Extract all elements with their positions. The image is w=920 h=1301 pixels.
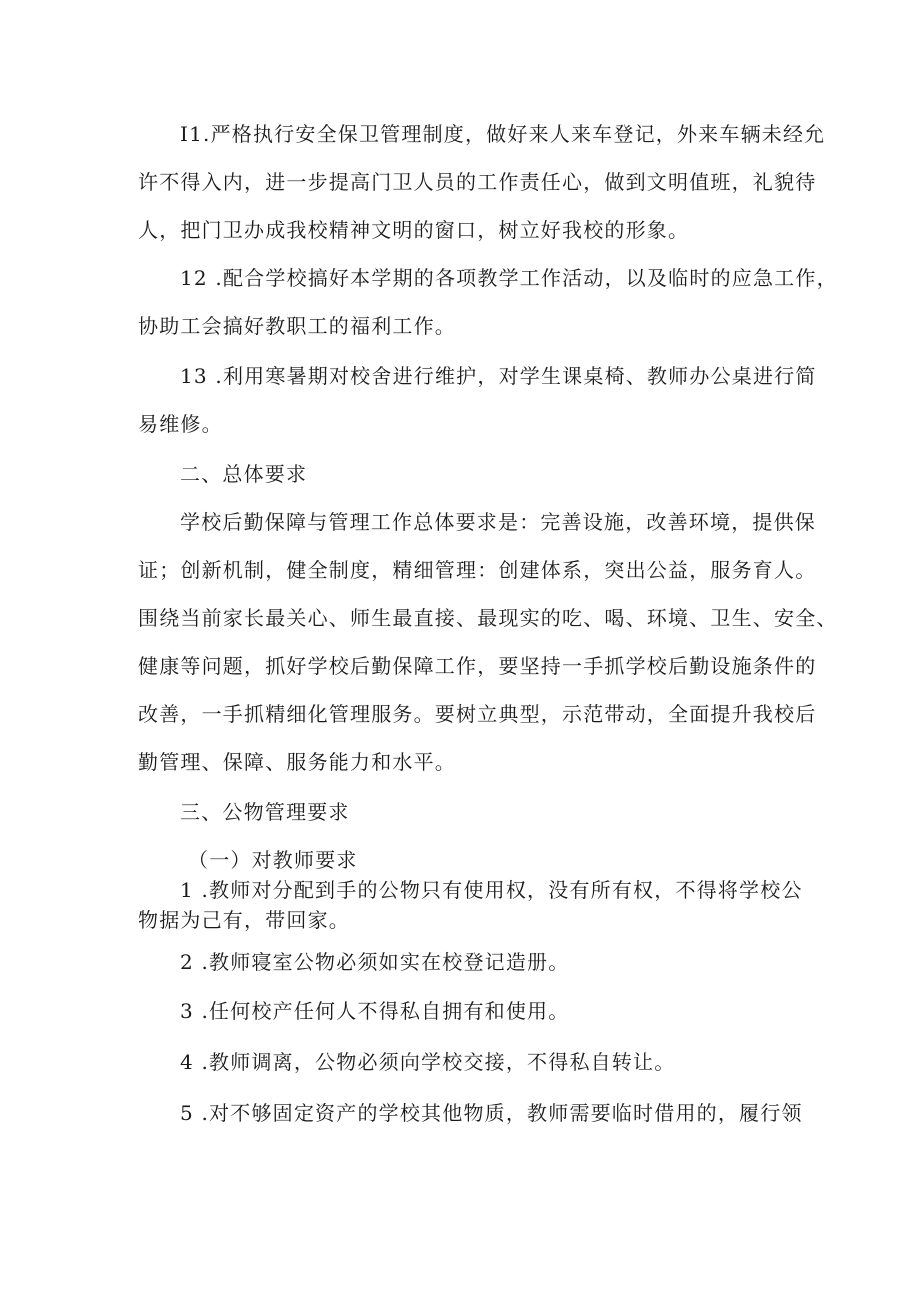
text-line: 人，把门卫办成我校精神文明的窗口，树立好我校的形象。	[138, 218, 690, 242]
text-line: 学校后勤保障与管理工作总体要求是：完善设施，改善环境，提供保	[180, 510, 816, 534]
paragraph-general-requirements	[138, 498, 838, 786]
text-line: 易维修。	[138, 412, 223, 436]
section-heading-general-requirements: 二、总体要求	[180, 462, 308, 486]
subheading-teacher-requirements: （一）对教师要求	[188, 848, 358, 872]
text-line: 勤管理、保障、服务能力和水平。	[138, 750, 456, 774]
text-line: I1.严格执行安全保卫管理制度，做好来人来车登记，外来车辆未经允	[180, 122, 826, 146]
text-line: 证；创新机制，健全制度，精细管理：创建体系，突出公益，服务育人。	[138, 558, 817, 582]
list-item-2: 2 .教师寝室公物必须如实在校登记造册。	[180, 950, 570, 974]
list-item-1	[138, 875, 803, 935]
paragraph-item-12	[138, 254, 838, 350]
text-line: 1 .教师对分配到手的公物只有使用权，没有所有权，不得将学校公	[180, 878, 803, 902]
list-item-3: 3 .任何校产任何人不得私自拥有和使用。	[180, 999, 570, 1023]
list-item-5: 5 .对不够固定资产的学校其他物质，教师需要临时借用的，履行领	[180, 1101, 803, 1125]
text-line: 许不得入内，进一步提高门卫人员的工作责任心，做到文明值班，礼貌待	[138, 170, 817, 194]
text-line: 健康等问题，抓好学校后勤保障工作，要坚持一手抓学校后勤设施条件的	[138, 654, 817, 678]
text-line: 12 .配合学校搞好本学期的各项教学工作活动，以及临时的应急工作，	[180, 266, 838, 290]
text-line: 改善，一手抓精细化管理服务。要树立典型，示范带动，全面提升我校后	[138, 702, 817, 726]
section-heading-public-property: 三、公物管理要求	[180, 800, 350, 824]
paragraph-item-13	[138, 352, 817, 448]
text-line: 协助工会搞好教职工的福利工作。	[138, 314, 456, 338]
text-line: 13 .利用寒暑期对校舍进行维护，对学生课桌椅、教师办公桌进行简	[180, 364, 817, 388]
text-line: 围绕当前家长最关心、师生最直接、最现实的吃、喝、环境、卫生、安全、	[138, 606, 838, 630]
paragraph-item-11	[138, 110, 826, 254]
text-line: 物据为己有，带回家。	[138, 908, 350, 932]
list-item-4: 4 .教师调离，公物必须向学校交接，不得私自转让。	[180, 1050, 676, 1074]
